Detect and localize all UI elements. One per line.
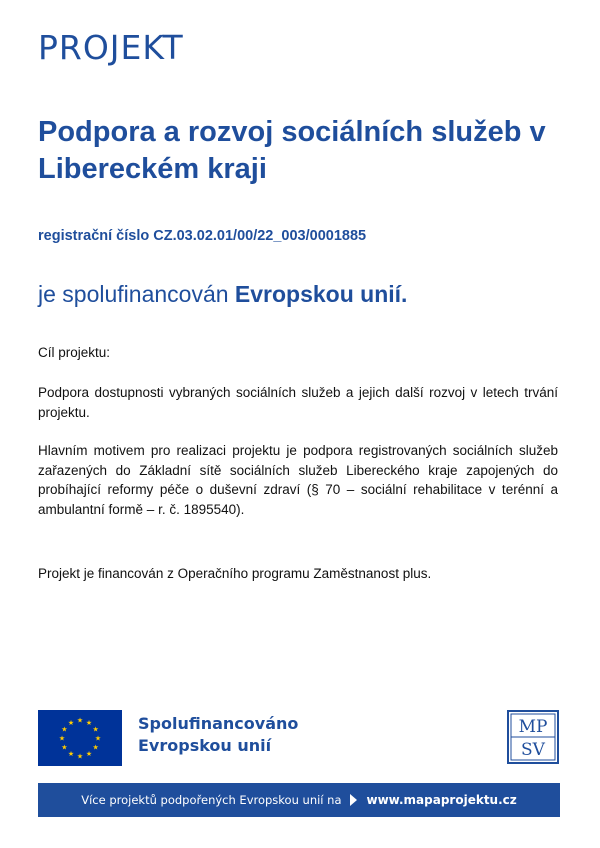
mpsv-bottom-text: SV	[521, 740, 545, 760]
eu-star-icon: ★	[58, 735, 66, 743]
goal-label: Cíl projektu:	[38, 345, 111, 360]
footer-link[interactable]: www.mapaprojektu.cz	[366, 793, 517, 807]
eu-star-icon: ★	[85, 719, 93, 727]
footer-text: Více projektů podpořených Evropskou unií na	[81, 793, 342, 807]
eu-star-icon: ★	[76, 753, 84, 761]
project-title: Podpora a rozvoj sociálních služeb v Libereckém kraji	[38, 116, 546, 185]
goal-text: Podpora dostupnosti vybraných sociálních služeb a jejich další rozvoj v letech trvání projektu.	[38, 385, 558, 420]
eu-star-icon: ★	[85, 751, 93, 759]
eu-star-icon: ★	[67, 719, 75, 727]
footer-bar	[38, 783, 560, 817]
eu-star-icon: ★	[61, 726, 68, 734]
cofinanced-statement	[38, 281, 407, 308]
eu-cofinanced-logo-text	[138, 713, 298, 757]
arrow-right-icon	[350, 794, 357, 806]
eu-star-icon: ★	[94, 735, 102, 743]
mpsv-top-text: MP	[518, 717, 548, 737]
eu-star-icon: ★	[92, 726, 99, 734]
mpsv-logo-icon	[507, 710, 559, 764]
motive-text: Hlavním motivem pro realizaci projektu je podpora registrovaných sociálních služeb zařazených do Základní sítě sociálních služeb Libereckého kraje zapojených do probíhající reformy péče o duševní zdraví (§ 70 – sociální rehabilitace v terénní a ambulantní formě – r. č. 1895540).	[38, 443, 558, 517]
eu-logo-line1: Spolufinancováno	[138, 714, 299, 733]
projekt-heading: PROJEKT	[38, 28, 184, 67]
cofinanced-eu: Evropskou unií.	[234, 281, 408, 307]
cofinanced-prefix: je spolufinancován	[38, 281, 235, 307]
registration-number: registrační číslo CZ.03.02.01/00/22_003/0001885	[38, 228, 367, 244]
eu-star-icon: ★	[61, 744, 68, 752]
funding-text: Projekt je financován z Operačního programu Zaměstnanost plus.	[38, 566, 432, 581]
eu-star-icon: ★	[92, 744, 99, 752]
eu-flag-icon	[38, 710, 122, 766]
eu-star-icon: ★	[76, 717, 84, 725]
eu-star-icon: ★	[67, 751, 75, 759]
eu-logo-line2: Evropskou unií	[138, 736, 272, 755]
